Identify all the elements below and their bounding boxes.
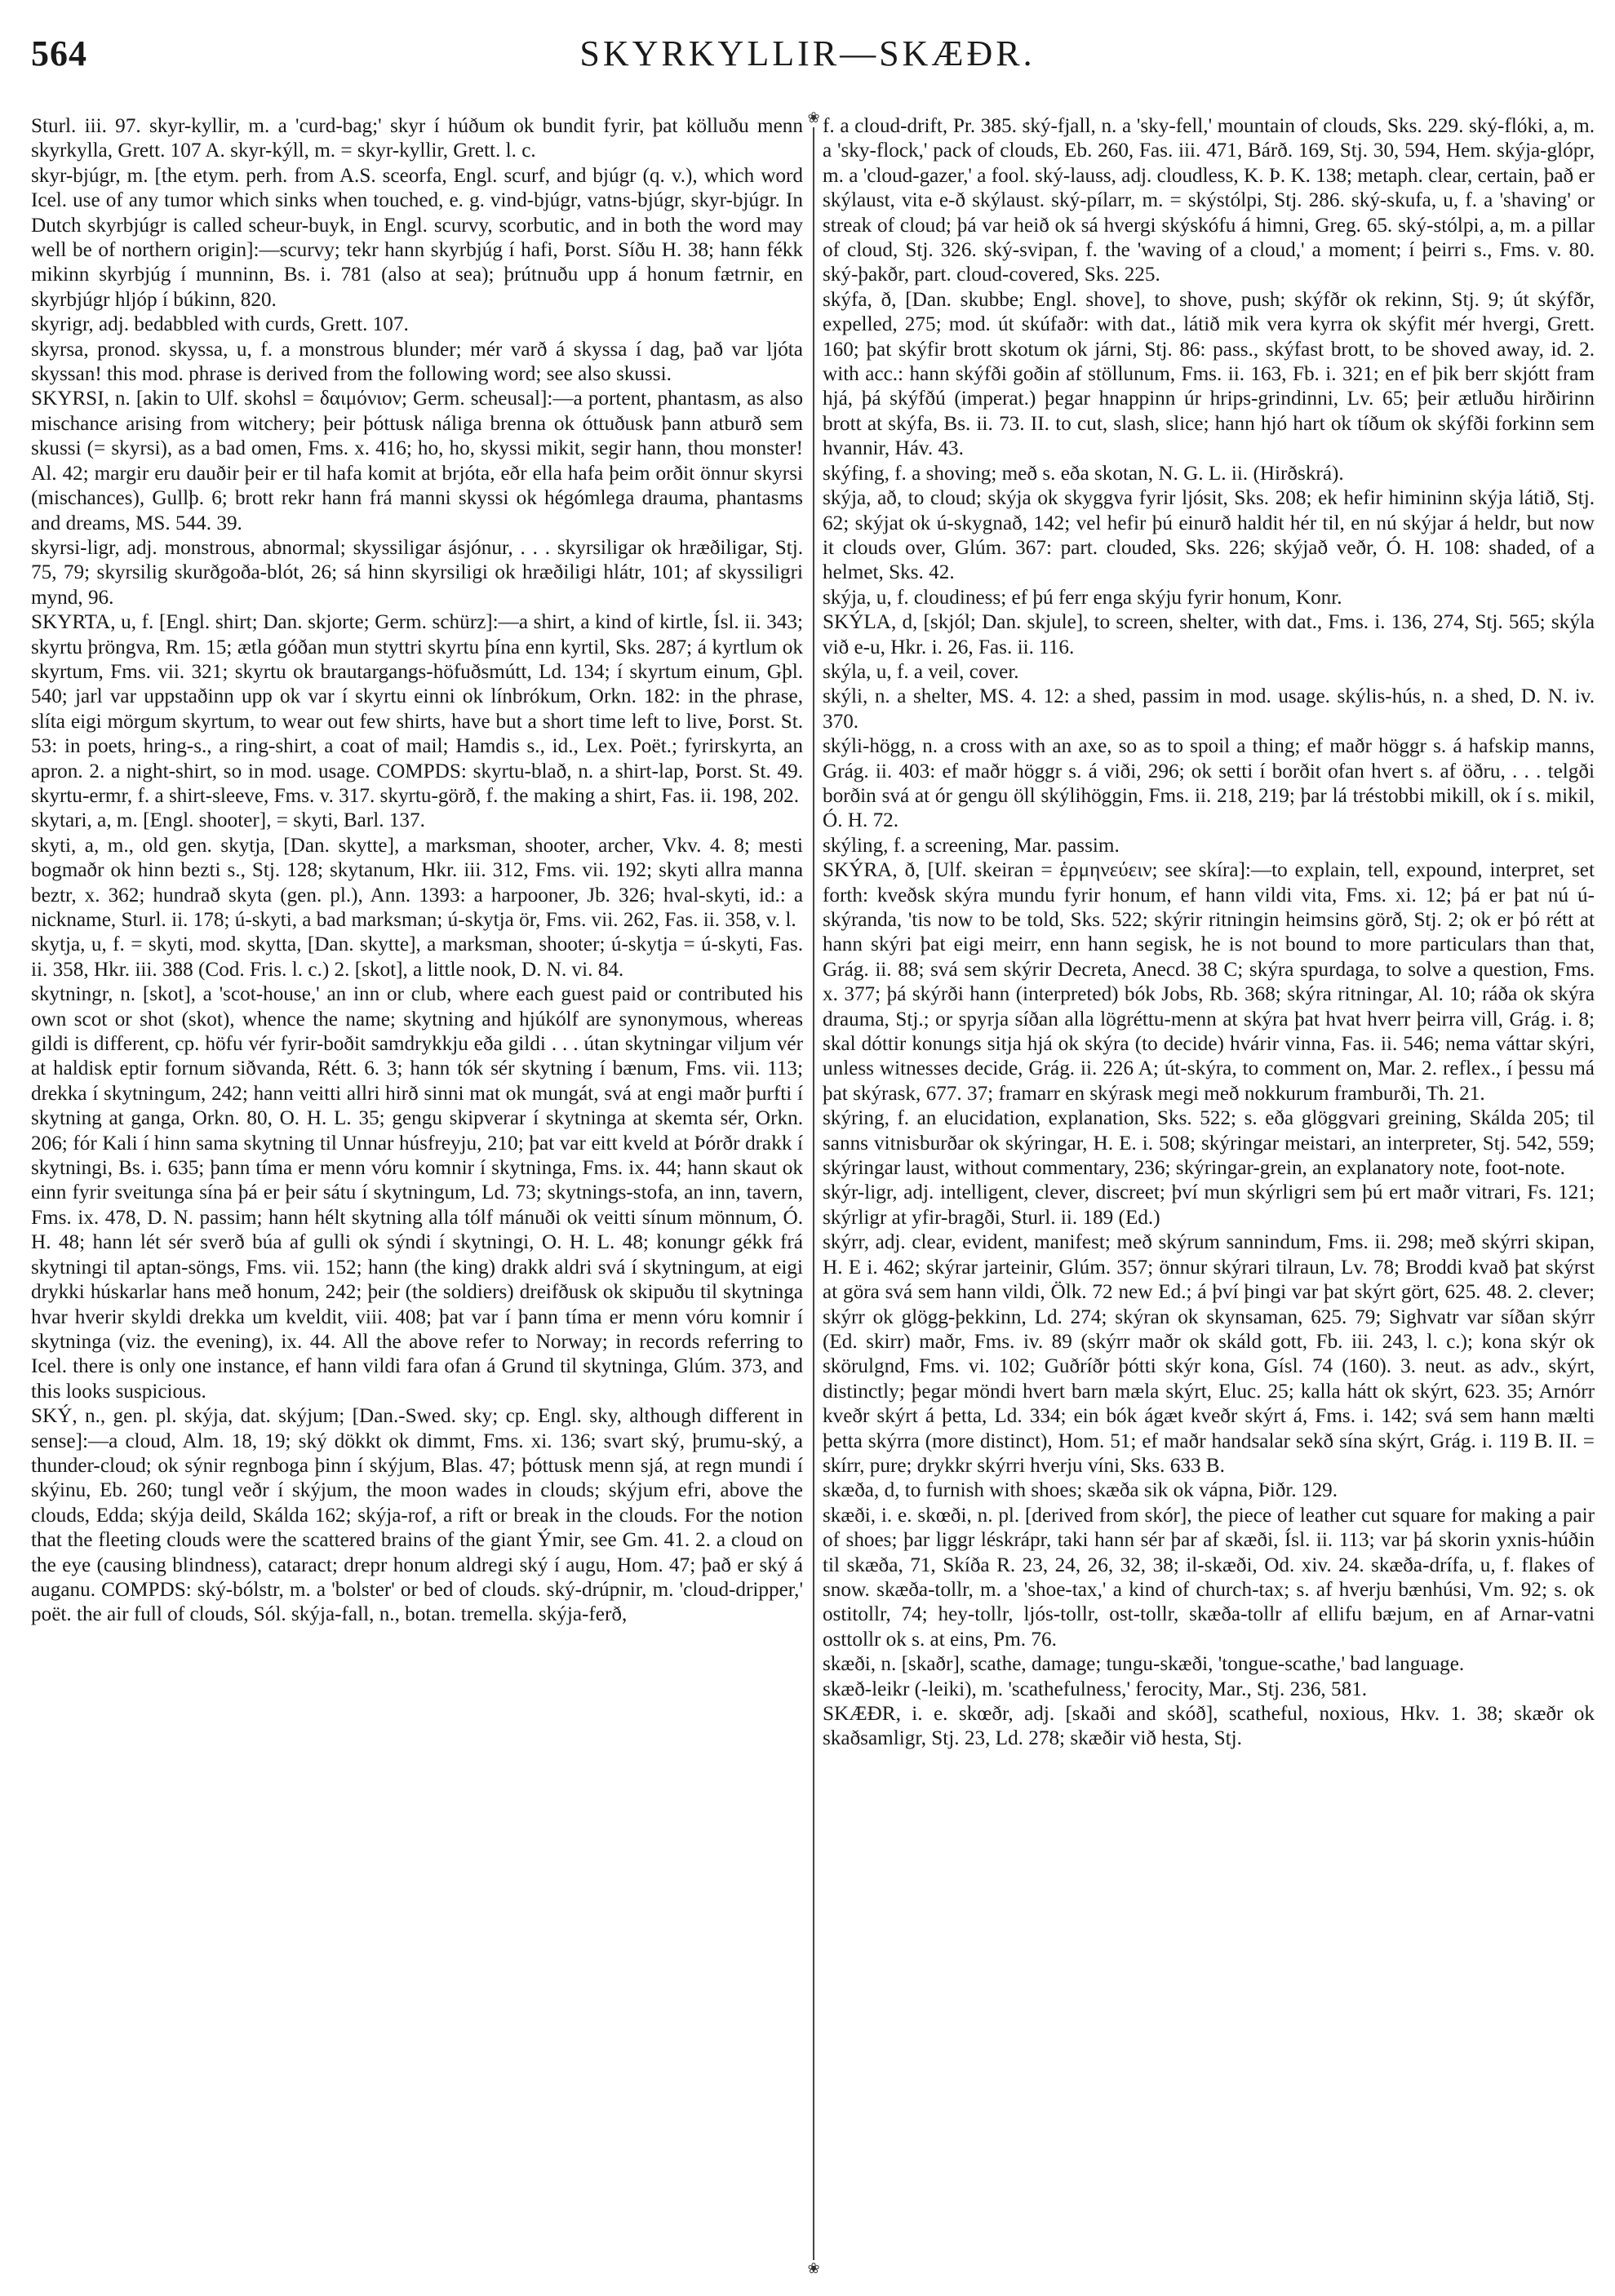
- entry-skyja-ferd-cont: f. a cloud-drift, Pr. 385. ský-fjall, n. a 'sky-fell,' mountain of clouds, Sks. 229. ský-flóki, a, m. a 'sky-flock,' pack of clouds, Eb. 260, Fas. iii. 471, Bárð. 169, Stj. 30, 594, Hem. skýja-glópr, m. a 'cloud-gazer,' a fool. ský-lauss, adj. cloudless, K. Þ. K. 138; metaph. clear, certain, það er skýlaust, vita e-ð skýlaust. ský-pílarr, m. = skýstólpi, Stj. 286. ský-skufa, u, f. a 'shaving' or streak of cloud; þá var heið ok sá hvergi skýskófu á himni, Greg. 65. ský-stólpi, a, m. a pillar of cloud, Stj. 326. ský-svipan, f. the 'waving of a cloud,' a moment; í þeirri s., Fms. v. 80. ský-þakðr, part. cloud-covered, Sks. 225.: [823, 115, 1595, 286]
- page-number: 564: [31, 33, 87, 73]
- left-column: [31, 114, 803, 2268]
- entry-skytja: skytja, u, f. = skyti, mod. skytta, [Dan. skytte], a marksman, shooter; ú-skytja = ú-skyti, Fas. ii. 358, Hkr. iii. 388 (Cod. Fris. l. c.) 2. [skot], a little nook, D. N. vi. 84.: [31, 933, 803, 981]
- entry-skyli: skýli, n. a shelter, MS. 4. 12: a shed, passim in mod. usage. skýlis-hús, n. a shed, D. N. iv. 370.: [823, 685, 1595, 733]
- divider-ornament-top: ❀: [805, 109, 823, 127]
- entry-skyfa: skýfa, ð, [Dan. skubbe; Engl. shove], to shove, push; skýfðr ok rekinn, Stj. 9; út skýfðr, expelled, 275; mod. út skúfaðr: with dat., látið mik vera kyrra ok skýfit mér hvergi, Grett. 160; þat skýfir brott skotum ok járni, Stj. 86: pass., skýfast brott, to be shoved away, id. 2. with acc.: hann skýfði goðin af stöllunum, Fms. ii. 163, Fb. i. 321; en ef þik berr skjótt fram hjá, þá skýfðú (imperat.) þegar hnappinn úr hrips-grindinni, Lv. 65; þeir ætluðu hirðirinn brott at skýfa, Bs. ii. 73. II. to cut, slash, slice; hann hjó hart ok tíðum ok skýfði forkinn sem hvannir, Háv. 43.: [823, 288, 1595, 460]
- right-column: [823, 114, 1595, 2268]
- divider-ornament-bottom: ❀: [805, 2260, 823, 2278]
- entry-skaedi-shoes: skæði, i. e. skœði, n. pl. [derived from skór], the piece of leather cut square for making a pair of shoes; þar liggr léskrápr, taki hann sér þar af skæði, Ísl. ii. 113; var þá skorin yxnis-húðin til skæða, 71, Skíða R. 23, 24, 26, 32, 38; il-skæði, Od. xiv. 24. skæða-drífa, u, f. flakes of snow. skæða-tollr, m. a 'shoe-tax,' a kind of church-tax; s. af hverju bænhúsi, Vm. 92; s. ok ostitollr, 74; hey-tollr, ljós-tollr, ost-tollr, skæða-tollr af ellifu bæjum, en af Arnar-vatni osttollr ok s. at eins, Pm. 76.: [823, 1504, 1595, 1651]
- entry-skyfing: skýfing, f. a shoving; með s. eða skotan, N. G. L. ii. (Hirðskrá).: [823, 462, 1344, 485]
- entry-skyra: SKÝRA, ð, [Ulf. skeiran = ἑρμηνεύειν; see skíra]:—to explain, tell, expound, interpret, set forth: kveðsk skýra mundu fyrir honum, ef hann vildi vita, Fms. xi. 12; þá er þat nú ú-skýranda, 'tis now to be told, Sks. 522; skýrir ritningin heimsins görð, Stj. 2; ok er þó rétt at hann skýri þat eigi meirr, enn hann segisk, he is not bound to more particulars than that, Grág. ii. 88; svá sem skýrir Decreta, Anecd. 38 C; skýra spurdaga, to solve a question, Fms. x. 377; þá skýrði hann (interpreted) bók Jobs, Rb. 368; skýra ritningar, Al. 10; ráða ok skýra drauma, Stj.; or spyrja síðan alla lögréttu-menn at skýra þat hvat hverr þeirra vill, Grág. i. 8; skal dóttir konungs sitja hjá ok skýra (to decide) hvárir vinna, Fas. ii. 546; nema váttar skýri, unless witnesses decide, Grág. ii. 226 A; út-skýra, to comment on, Mar. 2. reflex., í þessu má þat skýrask, 677. 37; framarr en skýrask megi með nokkurum framburði, Th. 21.: [823, 859, 1595, 1105]
- entry-skyrta: SKYRTA, u, f. [Engl. shirt; Dan. skjorte; Germ. schürz]:—a shirt, a kind of kirtle, Ísl. ii. 343; skyrtu þröngva, Rm. 15; ætla góðan mun styttri skyrtu þína enn kyrtil, Sks. 287; á kyrtlum ok skyrtum, Fms. vii. 321; skyrtu ok brautargangs-höfuðsmútt, Ld. 134; í skyrtum einum, Gþl. 540; jarl var uppstaðinn upp ok var í skyrtu einni ok línbrókum, Orkn. 182: in the phrase, slíta eigi mörgum skyrtum, to wear out few shirts, have but a short time left to live, Þorst. St. 53: in poets, hring-s., a ring-shirt, a coat of mail; Hamdis s., id., Lex. Poët.; fyrirskyrta, an apron. 2. a night-shirt, so in mod. usage. COMPDS: skyrtu-blað, n. a shirt-lap, Þorst. St. 49. skyrtu-ermr, f. a shirt-sleeve, Fms. v. 317. skyrtu-görð, f. the making a shirt, Fas. ii. 198, 202.: [31, 611, 803, 807]
- entry-skyr-bjugr: skyr-bjúgr, m. [the etym. perh. from A.S. sceorfa, Engl. scurf, and bjúgr (q. v.), which word Icel. use of any tumor which sinks when touched, e. g. vind-bjúgr, vatns-bjúgr, skyr-bjúgr. In Dutch skyrbjúgr is called scheur-buyk, in Engl. scurvy, scorbutic, and in both the word may well be of northern origin]:—scurvy; tekr hann skyrbjúg í hafi, Þorst. Síðu H. 38; hann fékk mikinn skyrbjúg í munninn, Bs. i. 781 (also at sea); þrútnuðu upp á honum fætrnir, en skyrbjúgr hljóp í búkinn, 820.: [31, 164, 803, 311]
- entry-skyja-verb: skýja, að, to cloud; skýja ok skyggva fyrir ljósit, Sks. 208; ek hefir himininn skýja látið, Stj. 62; skýjat ok ú-skygnað, 142; vel hefir þú einurð haldit hér til, en nú skýjar á heldr, but now it clouds over, Glúm. 367: part. clouded, Sks. 226; skýjað veðr, Ó. H. 108: shaded, of a helmet, Sks. 42.: [823, 487, 1595, 584]
- entry-skyrsi-ligr: skyrsi-ligr, adj. monstrous, abnormal; skyssiligar ásjónur, . . . skyrsiligar ok hræðiligar, Stj. 75, 79; skyrsilig skurðgoða-blót, 26; sá hinn skyrsiligi ok hræðiligi hlátr, 101; af skyssiligri mynd, 96.: [31, 536, 803, 609]
- entry-skyla-verb: SKÝLA, d, [skjól; Dan. skjule], to screen, shelter, with dat., Fms. i. 136, 274, Stj. 565; skýla við e-u, Hkr. i. 26, Fas. ii. 116.: [823, 611, 1595, 658]
- entry-skaeda: skæða, d, to furnish with shoes; skæða sik ok vápna, Þiðr. 129.: [823, 1479, 1338, 1502]
- entry-skyrsi: SKYRSI, n. [akin to Ulf. skohsl = δαιμόνιον; Germ. scheusal]:—a portent, phantasm, as also mischance arising from witchery; þeir þóttusk náliga brenna ok óttuðusk þann atburð sem skussi (= skyrsi), as a bad omen, Fms. x. 416; ho, ho, skyssi mikit, segir hann, thou monster! Al. 42; margir eru dauðir þeir er til hafa komit at brjóta, eðr ella hafa þeim orðit önnur skyrsi (mischances), Gullþ. 6; brott rekr hann frá manni skyssi ok hégómlega drauma, phantasms and dreams, MS. 544. 39.: [31, 388, 803, 534]
- entry-skaedr: SKÆÐR, i. e. skœðr, adj. [skaði and skóð], scatheful, noxious, Hkv. 1. 38; skæðr ok skaðsamligr, Stj. 23, Ld. 278; skæðir við hesta, Stj.: [823, 1703, 1595, 1750]
- entry-skyrsa: skyrsa, pronod. skyssa, u, f. a monstrous blunder; mér varð á skyssa í dag, það var ljóta skyssan! this mod. phrase is derived from the following word; see also skussi.: [31, 338, 803, 386]
- column-divider: [813, 114, 814, 2268]
- entry-skyrr: skýrr, adj. clear, evident, manifest; með skýrum sannindum, Fms. ii. 298; með skýrri skipan, H. E i. 462; skýrar jarteinir, Glúm. 357; önnur skýrari tilraun, Lv. 78; Broddi kvað þat skýrst at göra svá sem hann vildi, Ölk. 72 new Ed.; á því þingi var þat skýrt gört, 625. 48. 2. clever; skýrr ok glögg-þekkinn, Ld. 274; skýran ok skynsaman, 625. 79; Sighvatr var síðan skýrr (Ed. skirr) maðr, Fms. iv. 89 (skýrr maðr ok skáld gott, Fb. iii. 243, l. c.); kona skýr ok skörulgnd, Fms. vi. 102; Guðríðr þótti skýr kona, Gísl. 74 (160). 3. neut. as adv., skýrt, distinctly; þegar möndi hvert barn mæla skýrt, Eluc. 25; kalla hátt ok skýrt, 623. 35; Arnórr kveðr skýrt á þetta, Ld. 334; ein bók ágæt kveðr skýrt á, Fms. i. 142; svá sem hann mælti þetta skýrra (more distinct), Hom. 51; ef maðr handsalar sekð sína skýrt, Grág. i. 119 B. II. = skírr, pure; drykkr skýrri hverju víni, Sks. 633 B.: [823, 1231, 1595, 1477]
- entry-skytari: skytari, a, m. [Engl. shooter], = skyti, Barl. 137.: [31, 809, 425, 832]
- entry-skyring: skýring, f. an elucidation, explanation, Sks. 522; s. eða glöggvari greining, Skálda 205; til sanns vitnisburðar ok skýringar, H. E. i. 508; skýringar meistari, an interpreter, Stj. 542, 559; skýringar laust, without commentary, 236; skýringar-grein, an explanatory note, foot-note.: [823, 1107, 1595, 1180]
- entry-skaed-leikr: skæð-leikr (-leiki), m. 'scathefulness,' ferocity, Mar., Stj. 236, 581.: [823, 1678, 1368, 1700]
- entry-skyling: skýling, f. a screening, Mar. passim.: [823, 834, 1120, 857]
- entry-skyla-noun: skýla, u, f. a veil, cover.: [823, 660, 1019, 683]
- entry-skyti: skyti, a, m., old gen. skytja, [Dan. skytte], a marksman, shooter, archer, Vkv. 4. 8; mesti bogmaðr ok hinn bezti s., Stj. 128; skytanum, Hkr. iii. 312, Fms. vii. 192; skyti allra manna beztr, x. 362; hundrað skyta (gen. pl.), Ann. 1393: a harpooner, Jb. 326; hval-skyti, id.: a nickname, Sturl. ii. 178; ú-skyti, a bad marksman; ú-skytja ör, Fms. vii. 262, Fas. ii. 358, v. l.: [31, 834, 803, 931]
- entry-skyrigr: skyrigr, adj. bedabbled with curds, Grett. 107.: [31, 313, 409, 336]
- entry-skyli-hogg: skýli-högg, n. a cross with an axe, so as to spoil a thing; ef maðr höggr s. á hafskip manns, Grág. ii. 403: ef maðr höggr s. á viði, 296; ok setti í borðit ofan hvert s. af öðru, . . . telgði borðin svá at ór gengu öll skýlihöggin, Fms. ii. 218, 219; þar lá tréstobbi mikill, ok í s. mikil, Ó. H. 72.: [823, 735, 1595, 832]
- entry-skytningr: skytningr, n. [skot], a 'scot-house,' an inn or club, where each guest paid or contributed his own scot or shot (skot), whence the name; skytning and hjúkólf are synonymous, whereas gildi is different, cp. höfu vér fyrir-boðit samdrykkju eða gildi . . . útan skytningar viljum vér at haldisk eptir fornum siðvanda, Rétt. 6. 3; hann tók sér skytning í bænum, Fms. vii. 113; drekka í skytningum, 242; hann veitti allri hirð sinni mat ok mungát, svá at engi maðr þurfti í skytning at ganga, Orkn. 80, O. H. L. 35; gengu skipverar í skytninga at skemta sér, Orkn. 206; fór Kali í hinn sama skytning til Unnar húsfreyju, 210; þat var eitt kveld at Þórðr drakk í skytningi, Bs. i. 635; þann tíma er menn vóru komnir í skytninga, Fms. ix. 44; hann skaut ok einn fyrir sveitunga sína þá er þeir sátu í skytningum, Ld. 73; skytnings-stofa, an inn, tavern, Fms. ix. 478, D. N. passim; hann hélt skytning alla tólf mánuði ok veitti sínum mönnum, Ó. H. 48; hann lét sér sverð búa af gulli ok sýndi í skytningi, O. H. L. 48; konungr gékk frá skytningi til aptan-söngs, Fms. vii. 152; hann (the king) drakk aldri svá í skytningum, at eigi drykki húskarlar hans með honum, 242; þeir (the soldiers) dreifðusk ok skipuðu til skytninga hvar hverir skyldi drekka um kveldit, viii. 408; þat var í þann tíma er menn vóru komnir í skytninga (viz. the evening), ix. 44. All the above refer to Norway; in records referring to Icel. there is only one instance, ef hann vildi fara ofan á Grund til skytninga, Glúm. 373, and this looks suspicious.: [31, 983, 803, 1403]
- entry-skyja-noun: skýja, u, f. cloudiness; ef þú ferr enga skýju fyrir honum, Konr.: [823, 586, 1342, 609]
- entry-skyr-ligr: skýr-ligr, adj. intelligent, clever, discreet; því mun skýrligri sem þú ert maðr vitrari, Fs. 121; skýrligr at yfir-bragði, Sturl. ii. 189 (Ed.): [823, 1181, 1595, 1229]
- page-header: [31, 33, 1584, 86]
- running-title: SKYRKYLLIR—SKÆÐR.: [579, 33, 1036, 73]
- entry-sky: SKÝ, n., gen. pl. skýja, dat. skýjum; [Dan.-Swed. sky; cp. Engl. sky, although different in sense]:—a cloud, Alm. 18, 19; ský dökkt ok dimmt, Fms. xi. 136; svart ský, þrumu-ský, a thunder-cloud; ok sýnir regnboga þinn í skýjum, Blas. 47; þóttusk menn sjá, at regn mundi í skýinu, Eb. 260; tungl veðr í skýjum, the moon wades in clouds; skýjum efri, above the clouds, Edda; skýja deild, Skálda 162; skýja-rof, a rift or break in the clouds. For the notion that the fleeting clouds were the scattered brains of the giant Ýmir, see Gm. 41. 2. a cloud on the eye (causing blindness), cataract; drepr honum aldregi ský í augu, Hom. 47; það er ský á auganu. COMPDS: ský-bólstr, m. a 'bolster' or bed of clouds. ský-drúpnir, m. 'cloud-dripper,' poët. the air full of clouds, Sól. skýja-fall, n., botan. tremella. skýja-ferð,: [31, 1405, 803, 1626]
- entry-skyr-kyllir: Sturl. iii. 97. skyr-kyllir, m. a 'curd-bag;' skyr í húðum ok bundit fyrir, þat kölluðu menn skyrkylla, Grett. 107 A. skyr-kýll, m. = skyr-kyllir, Grett. l. c.: [31, 115, 803, 162]
- entry-skaedi-scathe: skæði, n. [skaðr], scathe, damage; tungu-skæði, 'tongue-scathe,' bad language.: [823, 1653, 1465, 1676]
